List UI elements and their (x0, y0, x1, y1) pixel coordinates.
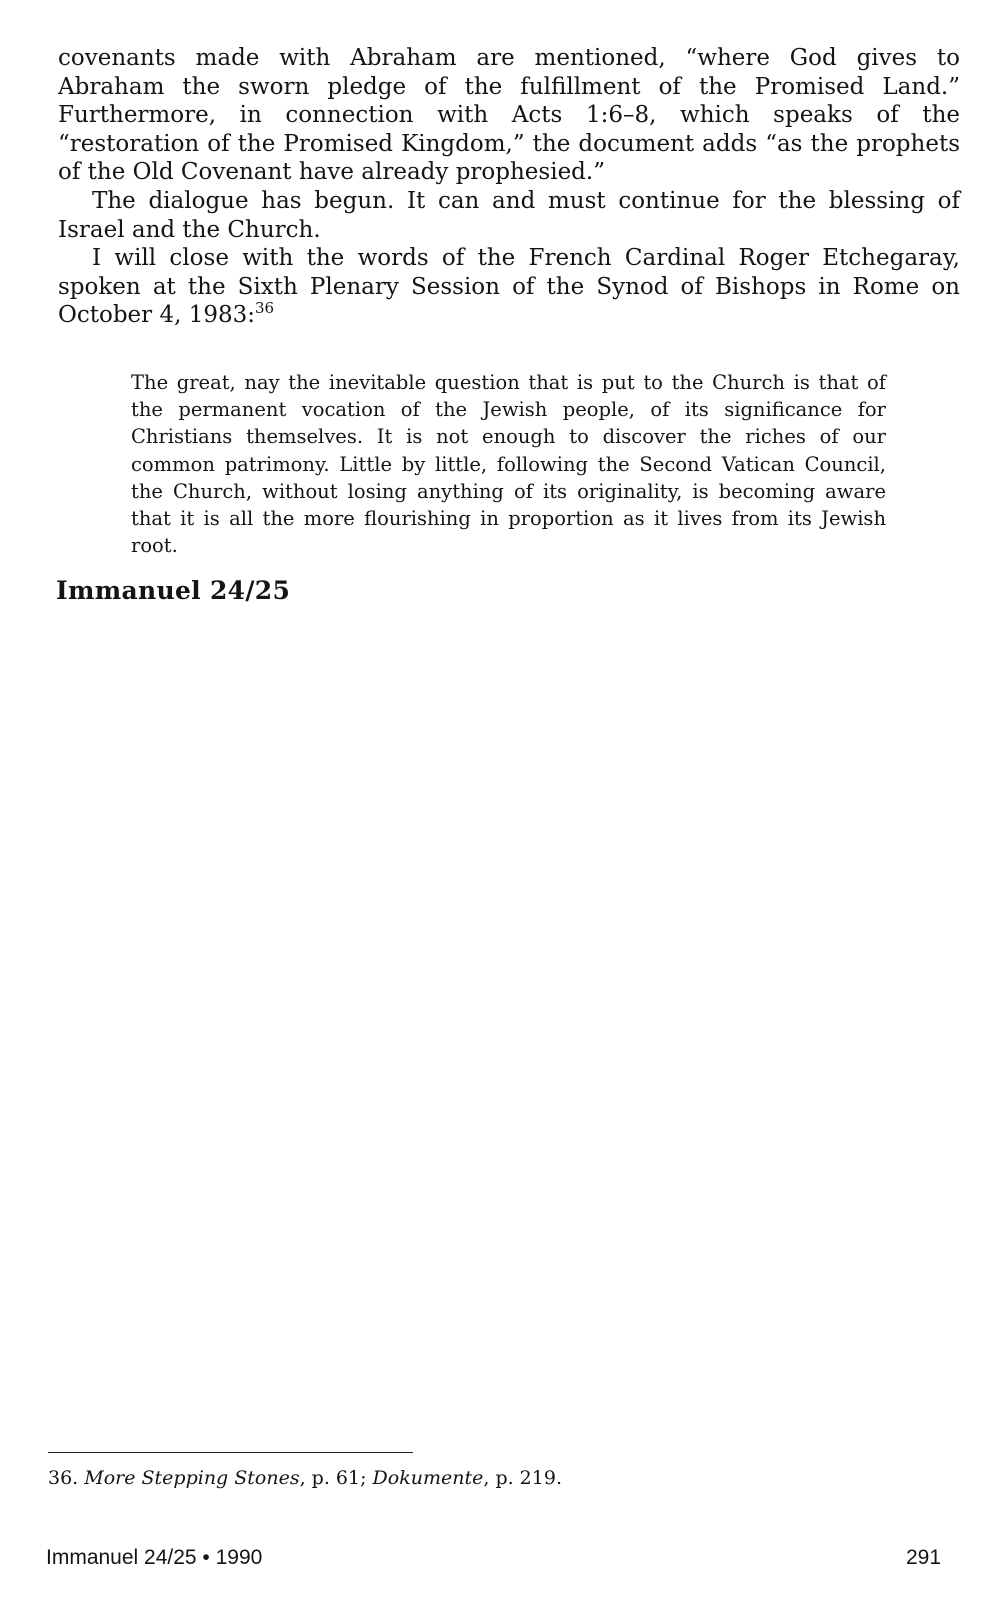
footnote-divider (48, 1452, 413, 1453)
footnote-source-title-1: More Stepping Stones (84, 1467, 300, 1489)
footnote-36 (48, 1466, 562, 1490)
footnote-reference: 36 (255, 299, 275, 318)
paragraph-dialogue: The dialogue has begun. It can and must continue for the blessing of Israel and the Church. (58, 187, 960, 243)
footnote-source-title-2: Dokumente (372, 1467, 484, 1489)
footnote-source-page-1: , p. 61; (299, 1467, 373, 1489)
section-heading: Immanuel 24/25 (56, 576, 291, 605)
footnote-source-page-2: , p. 219. (483, 1467, 562, 1489)
page-number: 291 (906, 1546, 942, 1569)
running-footer: Immanuel 24/25 • 1990 (46, 1546, 263, 1569)
footnote-number: 36. (48, 1467, 79, 1489)
paragraph-closing-text: I will close with the words of the French Cardinal Roger Etchegaray, spoken at the Sixth Plenary Session of the Synod of Bishops in Rome on October 4, 1983: (58, 245, 960, 329)
body-text (58, 44, 960, 330)
paragraph-closing (58, 244, 960, 330)
block-quote: The great, nay the inevitable question that is put to the Church is that of the permanent vocation of the Jewish people, of its significance for Christians themselves. It is not enough to discover the riches of our common patrimony. Little by little, following the Second Vatican Council, the Church, without losing anything of its originality, is becoming aware that it is all the more flourishing in proportion as it lives from its Jewish root. (131, 371, 886, 558)
paragraph-continued: covenants made with Abraham are mentioned, “where God gives to Abraham the sworn pledge of the fulfillment of the Promised Land.” Furthermore, in connection with Acts 1:6–8, which speaks of the “restoration of the Promised Kingdom,” the document adds “as the prophets of the Old Covenant have already prophesied.” (58, 45, 960, 186)
